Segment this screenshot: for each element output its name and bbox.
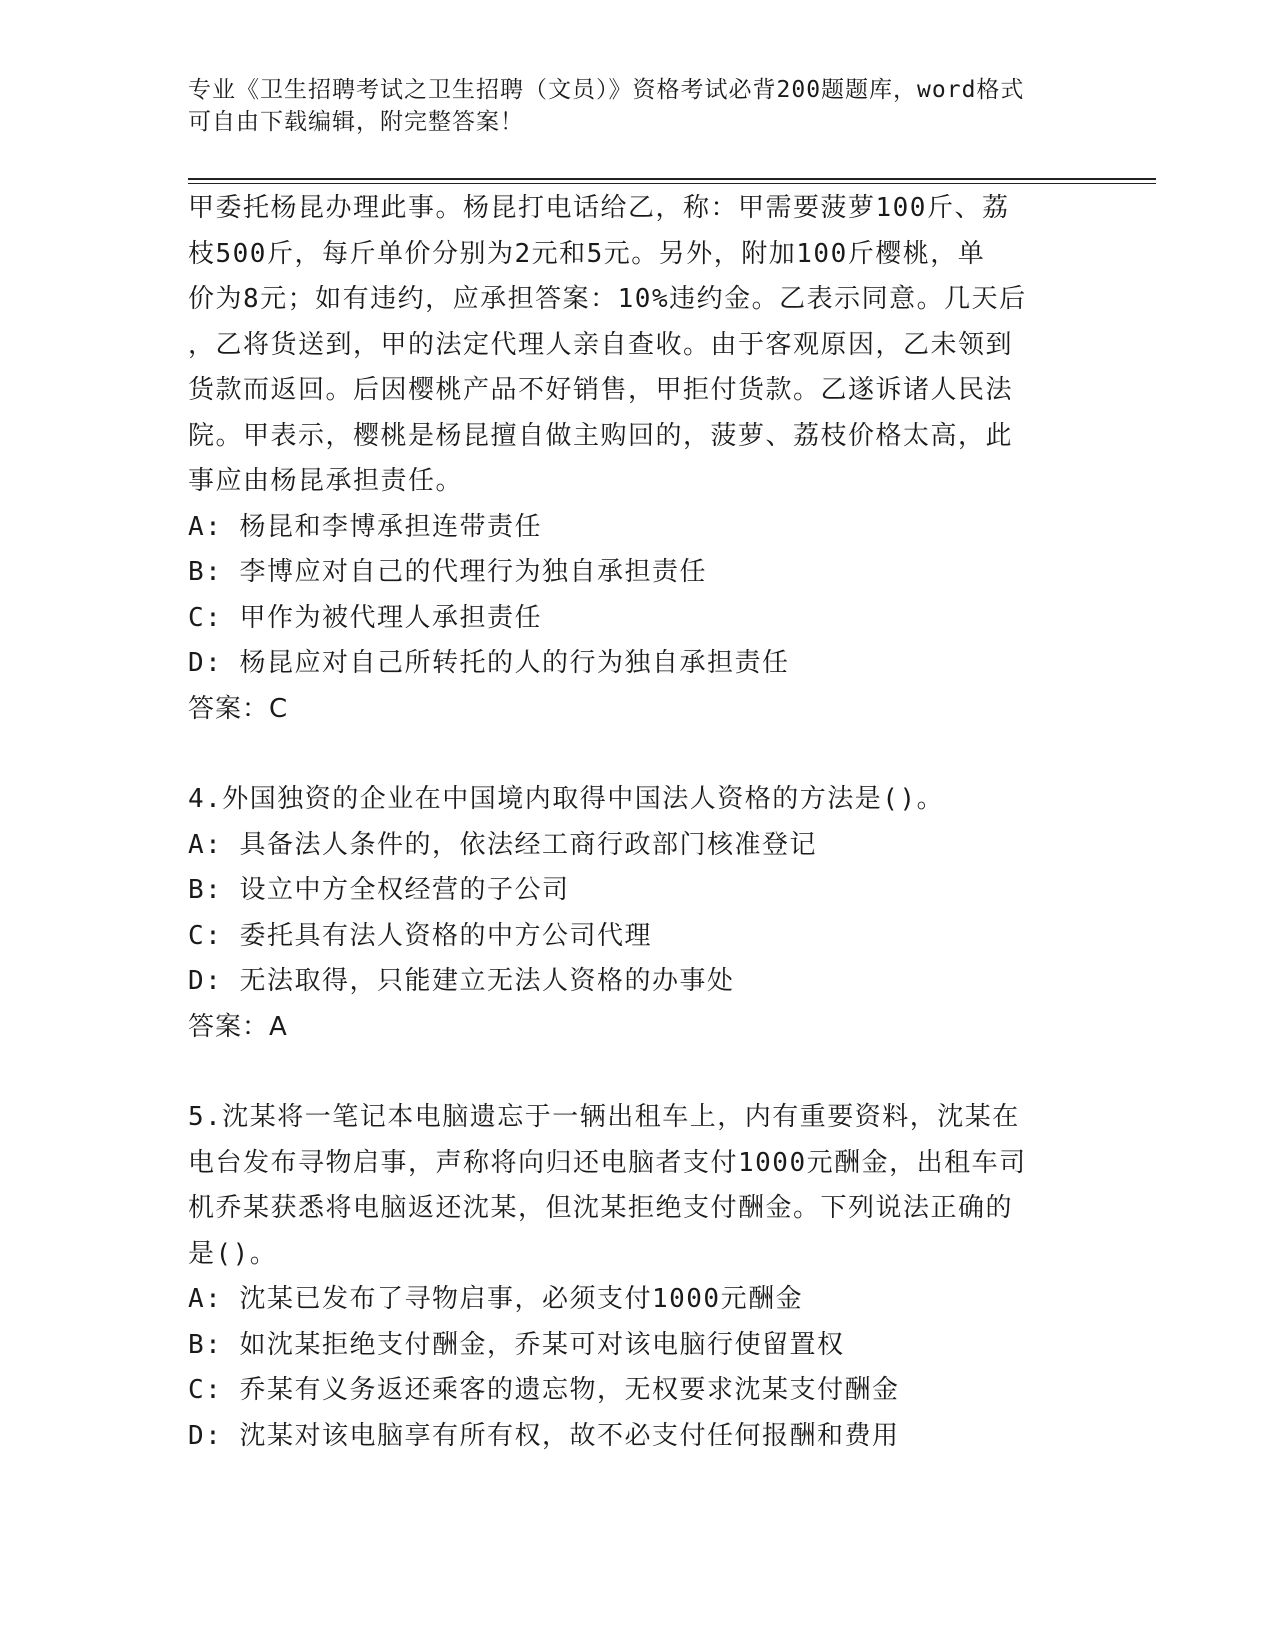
option-d: D: 杨昆应对自己所转托的人的行为独自承担责任 [188, 648, 790, 678]
question-stem-line: 是()。 [188, 1238, 278, 1269]
question-4 [188, 777, 1078, 1050]
answer-line: 答案：A [188, 1011, 288, 1042]
question-stem-line: 5.沈某将一笔记本电脑遗忘于一辆出租车上，内有重要资料，沈某在 [188, 1102, 1020, 1132]
answer-line: 答案：C [188, 693, 289, 724]
question-stem-line: 4.外国独资的企业在中国境内取得中国法人资格的方法是()。 [188, 784, 945, 814]
question-stem-line: 价为8元；如有违约，应承担答案：10%违约金。乙表示同意。几天后 [188, 284, 1027, 314]
option-d: D: 沈某对该电脑享有所有权，故不必支付任何报酬和费用 [188, 1420, 900, 1451]
question-stem-line: 机乔某获悉将电脑返还沈某，但沈某拒绝支付酬金。下列说法正确的 [188, 1193, 1014, 1223]
question-stem-line: 枝500斤，每斤单价分别为2元和5元。另外，附加100斤樱桃，单 [188, 238, 986, 269]
option-c: C: 乔某有义务返还乘客的遗忘物，无权要求沈某支付酬金 [188, 1375, 900, 1405]
document-body [188, 186, 1078, 1459]
question-stem-line: 货款而返回。后因樱桃产品不好销售，甲拒付货款。乙遂诉诸人民法 [188, 375, 1014, 405]
header-line-1: 专业《卫生招聘考试之卫生招聘（文员）》资格考试必背200题题库，word格式 [188, 77, 1025, 103]
question-3 [188, 186, 1078, 732]
question-5 [188, 1095, 1078, 1459]
header-divider [188, 178, 1156, 184]
spacer [188, 1050, 1078, 1095]
option-a: A: 杨昆和李博承担连带责任 [188, 511, 542, 542]
header-line-2: 可自由下载编辑，附完整答案！ [188, 109, 524, 135]
question-stem-line: 甲委托杨昆办理此事。杨昆打电话给乙，称：甲需要菠萝100斤、荔 [188, 193, 1010, 223]
option-d: D: 无法取得，只能建立无法人资格的办事处 [188, 966, 735, 996]
option-b: B: 如沈某拒绝支付酬金，乔某可对该电脑行使留置权 [188, 1329, 845, 1360]
option-b: B: 李博应对自己的代理行为独自承担责任 [188, 557, 707, 587]
option-a: A: 具备法人条件的，依法经工商行政部门核准登记 [188, 829, 817, 860]
question-stem-line: 事应由杨昆承担责任。 [188, 466, 464, 496]
option-b: B: 设立中方全权经营的子公司 [188, 875, 570, 905]
option-c: C: 甲作为被代理人承担责任 [188, 602, 542, 633]
option-c: C: 委托具有法人资格的中方公司代理 [188, 920, 652, 951]
question-stem-line: 电台发布寻物启事，声称将向归还电脑者支付1000元酬金，出租车司 [188, 1147, 1027, 1178]
question-stem-line: 院。甲表示，樱桃是杨昆擅自做主购回的，菠萝、荔枝价格太高，此 [188, 420, 1014, 451]
option-a: A: 沈某已发布了寻物启事，必须支付1000元酬金 [188, 1284, 804, 1314]
question-stem-line: ，乙将货送到，甲的法定代理人亲自查收。由于客观原因，乙未领到 [188, 329, 1014, 360]
page-header [188, 74, 1068, 138]
spacer [188, 732, 1078, 777]
